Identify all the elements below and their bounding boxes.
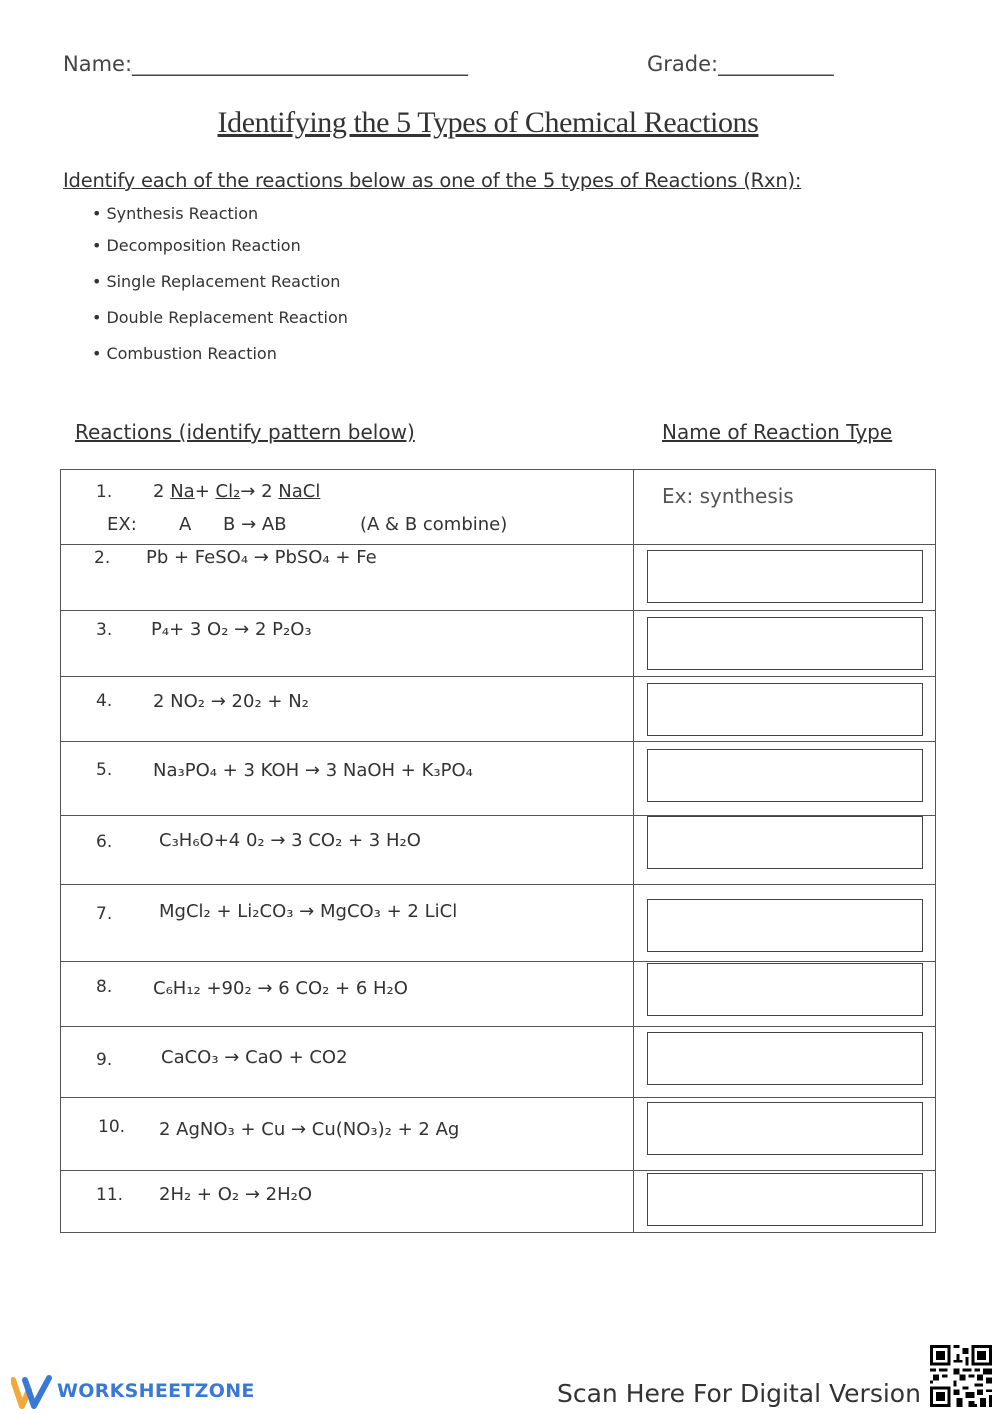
row-number: 6. (96, 832, 113, 852)
row-number: 8. (96, 977, 113, 997)
reaction-type-item: • Combustion Reaction (92, 344, 277, 363)
answer-box[interactable] (647, 899, 923, 952)
name-field[interactable]: Name:________________________________ (63, 52, 469, 76)
reaction-equation: Na₃PO₄ + 3 KOH → 3 NaOH + K₃PO₄ (153, 760, 473, 781)
product-nacl: NaCl (278, 481, 321, 502)
row-divider (60, 741, 936, 742)
row-divider (60, 610, 936, 611)
row-number: 1. (96, 482, 113, 502)
example-answer: Ex: synthesis (662, 484, 794, 508)
answer-box[interactable] (647, 617, 923, 670)
answer-box[interactable] (647, 749, 923, 802)
row-divider (60, 884, 936, 885)
reaction-equation: C₆H₁₂ +90₂ → 6 CO₂ + 6 H₂O (153, 978, 408, 999)
answer-box[interactable] (647, 683, 923, 736)
page-title: Identifying the 5 Types of Chemical Reactions (217, 106, 759, 139)
reaction-equation: 2H₂ + O₂ → 2H₂O (159, 1184, 313, 1205)
row-number: 3. (96, 620, 113, 640)
reaction-type-column-header: Name of Reaction Type (662, 420, 893, 444)
scan-prompt: Scan Here For Digital Version (557, 1379, 921, 1408)
plus-sign: + (194, 481, 216, 502)
coefficient: 2 (153, 481, 171, 502)
qr-code-icon[interactable] (930, 1345, 992, 1407)
answer-box[interactable] (647, 1102, 923, 1155)
reaction-equation: Pb + FeSO₄ → PbSO₄ + Fe (146, 547, 377, 568)
row-divider (60, 1170, 936, 1171)
reactions-column-header: Reactions (identify pattern below) (75, 420, 415, 444)
column-divider (633, 469, 634, 1233)
example-pattern-a: A (179, 514, 192, 535)
answer-box[interactable] (647, 1173, 923, 1226)
row-divider (60, 1097, 936, 1098)
worksheetzone-logo-icon (11, 1374, 57, 1410)
row-number: 2. (94, 548, 111, 568)
reaction-type-item: • Single Replacement Reaction (92, 272, 340, 291)
reaction-type-item: • Double Replacement Reaction (92, 308, 348, 327)
row-divider (60, 544, 936, 545)
reaction-equation: P₄+ 3 O₂ → 2 P₂O₃ (151, 619, 312, 640)
reaction-type-item: • Decomposition Reaction (92, 236, 301, 255)
row-divider (60, 1026, 936, 1027)
answer-box[interactable] (647, 550, 923, 603)
instructions: Identify each of the reactions below as one of the 5 types of Reactions (Rxn): (63, 169, 802, 192)
row-number: 4. (96, 691, 113, 711)
grade-field[interactable]: Grade:___________ (647, 52, 834, 76)
row-divider (60, 676, 936, 677)
reactant-cl2: Cl₂ (215, 481, 241, 502)
arrow: → 2 (240, 481, 279, 502)
row-number: 7. (96, 904, 113, 924)
row-number: 5. (96, 760, 113, 780)
brand-name: WORKSHEETZONE (57, 1380, 255, 1402)
answer-box[interactable] (647, 816, 923, 869)
reaction-equation: C₃H₆O+4 0₂ → 3 CO₂ + 3 H₂O (159, 830, 421, 851)
example-note: (A & B combine) (360, 514, 508, 535)
example-pattern-b: B → AB (223, 514, 287, 535)
row-number: 9. (96, 1050, 113, 1070)
reaction-equation: MgCl₂ + Li₂CO₃ → MgCO₃ + 2 LiCl (159, 901, 458, 922)
answer-box[interactable] (647, 1032, 923, 1085)
example-equation (153, 481, 320, 502)
row-number: 11. (96, 1185, 124, 1205)
reactant-na: Na (170, 481, 195, 502)
example-label: EX: (107, 514, 137, 535)
reaction-equation: 2 AgNO₃ + Cu → Cu(NO₃)₂ + 2 Ag (159, 1119, 460, 1140)
row-number: 10. (98, 1117, 126, 1137)
reaction-type-item: • Synthesis Reaction (92, 204, 258, 223)
answer-box[interactable] (647, 963, 923, 1016)
row-divider (60, 961, 936, 962)
reaction-equation: 2 NO₂ → 20₂ + N₂ (153, 691, 309, 712)
reaction-equation: CaCO₃ → CaO + CO2 (161, 1047, 348, 1068)
